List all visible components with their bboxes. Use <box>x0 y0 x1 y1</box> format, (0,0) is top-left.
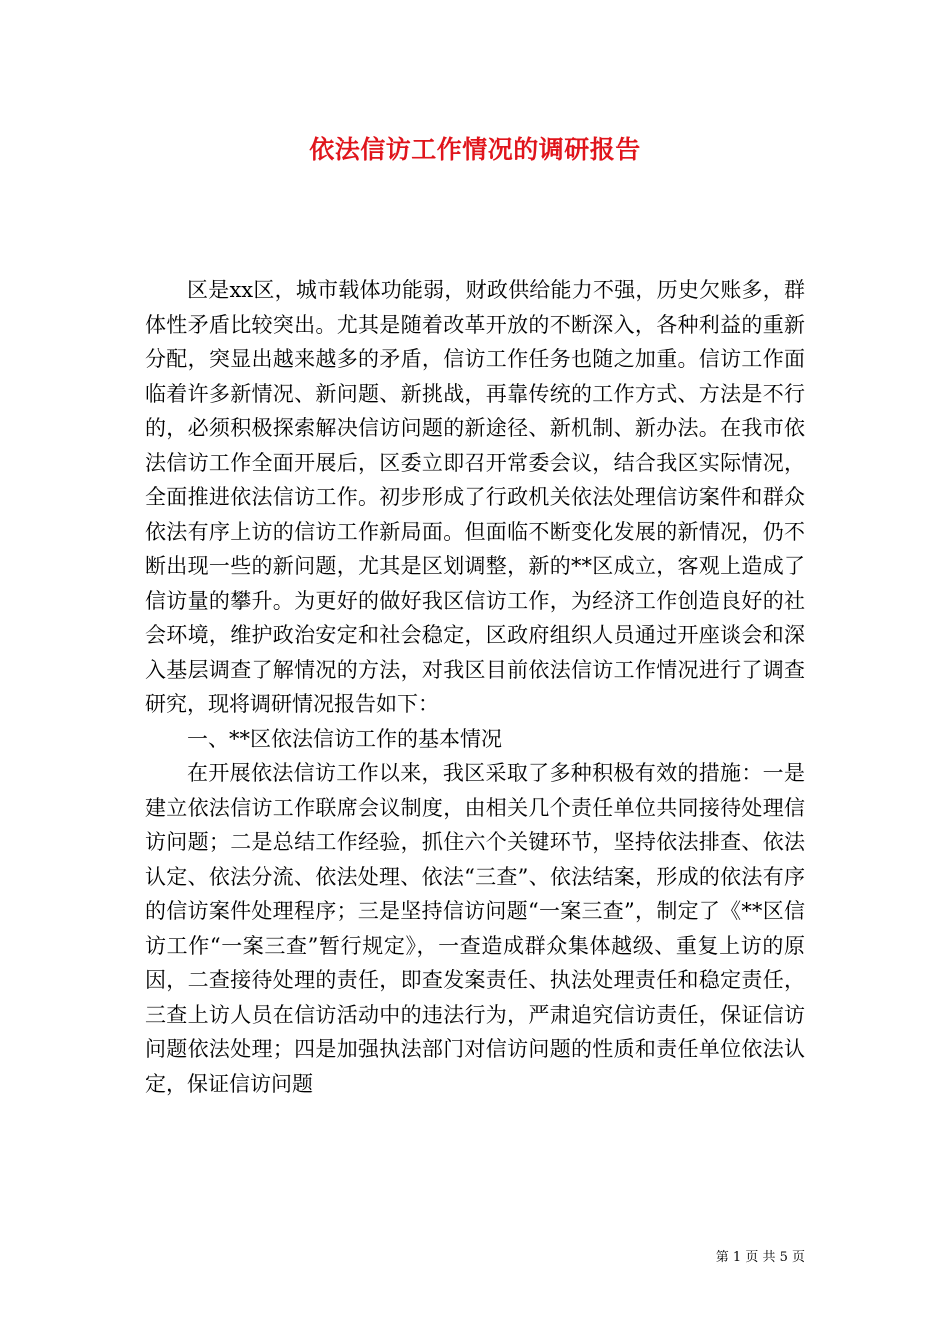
body-paragraph: 区是xx区，城市载体功能弱，财政供给能力不强，历史欠账多，群体性矛盾比较突出。尤其是随着改革开放的不断深入，各种利益的重新分配，突显出越来越多的矛盾，信访工作任务也随之加重。信访工作面临着许多新情况、新问题、新挑战，再靠传统的工作方式、方法是不行的，必须积极探索解决信访问题的新途径、新机制、新办法。在我市依法信访工作全面开展后，区委立即召开常委会议，结合我区实际情况，全面推进依法信访工作。初步形成了行政机关依法处理信访案件和群众依法有序上访的信访工作新局面。但面临不断变化发展的新情况，仍不断出现一些的新问题，尤其是区划调整，新的**区成立，客观上造成了信访量的攀升。为更好的做好我区信访工作，为经济工作创造良好的社会环境，维护政治安定和社会稳定，区政府组织人员通过开座谈会和深入基层调查了解情况的方法，对我区目前依法信访工作情况进行了调查研究，现将调研情况报告如下： <box>145 278 805 716</box>
body-paragraph: 在开展依法信访工作以来，我区采取了多种积极有效的措施：一是建立依法信访工作联席会议制度，由相关几个责任单位共同接待处理信访问题；二是总结工作经验，抓住六个关键环节，坚持依法排查、依法认定、依法分流、依法处理、依法“三查”、依法结案，形成的依法有序的信访案件处理程序；三是坚持信访问题“一案三查”，制定了《**区信访工作“一案三查”暂行规定》，一查造成群众集体越级、重复上访的原因，二查接待处理的责任，即查发案责任、执法处理责任和稳定责任，三查上访人员在信访活动中的违法行为，严肃追究信访责任，保证信访问题依法处理；四是加强执法部门对信访问题的性质和责任单位依法认定，保证信访问题 <box>145 761 805 1096</box>
page-number: 第 1 页 共 5 页 <box>715 1250 805 1265</box>
document-body <box>145 273 805 1101</box>
section-heading: 一、**区依法信访工作的基本情况 <box>187 726 502 751</box>
document-title: 依法信访工作情况的调研报告 <box>309 135 641 164</box>
